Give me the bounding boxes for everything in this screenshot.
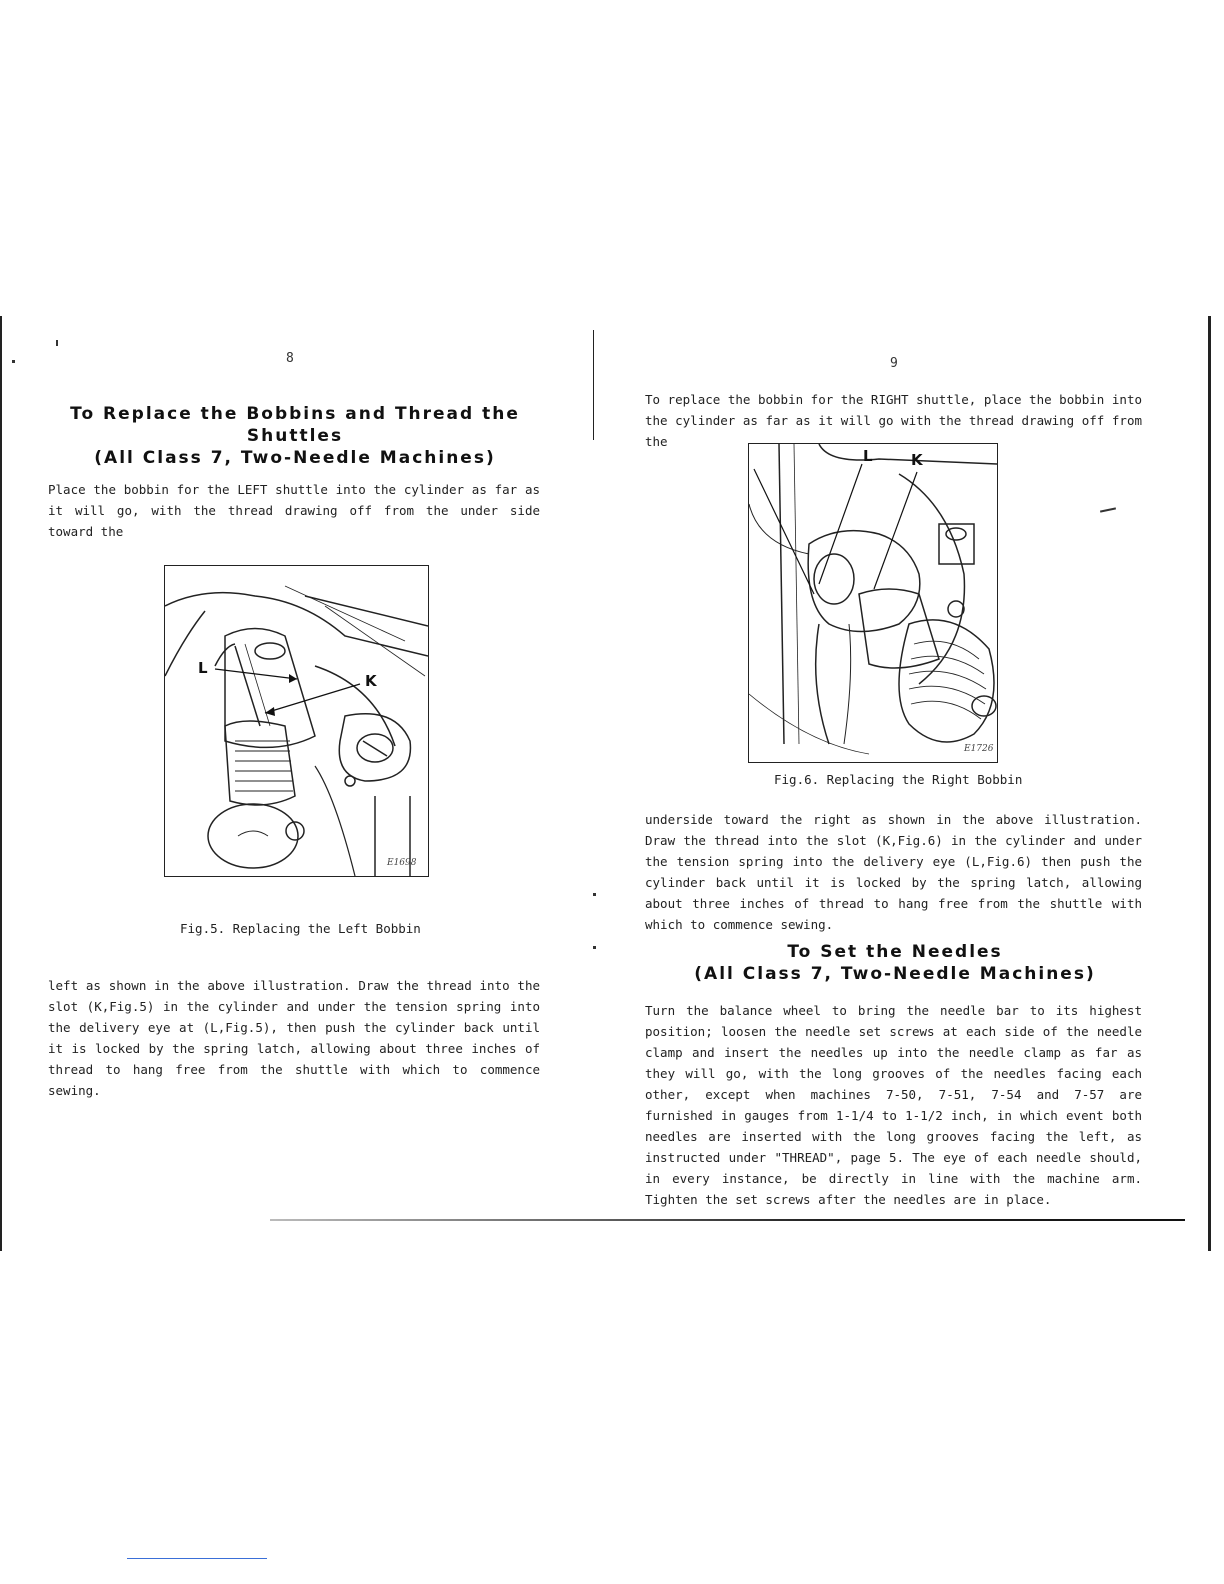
page-gutter-line — [593, 330, 594, 440]
scan-bottom-rule — [270, 1219, 1185, 1221]
right-para2: underside toward the right as shown in the above illustration. Draw the thread into the slot (K,Fig.6) in the cylinder and under the tension spring into the delivery eye (L,Fig.6) then push the cylinder back until it is locked by the spring latch, allowing about three inches of thread to hang free from the shuttle with which to commence sewing. — [645, 812, 1142, 932]
left-heading — [30, 403, 560, 469]
fig6-drawing — [749, 444, 997, 762]
fig6-caption: Fig.6. Replacing the Right Bobbin — [774, 772, 1023, 787]
left-para2: left as shown in the above illustration. Draw the thread into the slot (K,Fig.5) in the cylinder and under the tension spring into the delivery eye at (L,Fig.5), then push the cylinder back until it is locked by the spring latch, allowing about three inches of thread to hang free from the shuttle with which to commence sewing. — [48, 978, 540, 1098]
right-heading-line1: To Set the Needles — [787, 942, 1003, 962]
scan-speck — [593, 893, 596, 896]
scan-speck — [593, 946, 596, 949]
scan-right-edge — [1208, 316, 1211, 1251]
scan-speck — [12, 360, 15, 363]
bottom-blue-line — [127, 1558, 267, 1559]
scan-left-edge — [0, 316, 2, 1251]
fig5-label-k: K — [365, 672, 377, 690]
right-heading — [630, 941, 1160, 985]
right-para3: Turn the balance wheel to bring the needle bar to its highest position; loosen the needle set screws at each side of the needle clamp and insert the needles up into the needle clamp as far as they will go, with the long grooves of the needles facing each other, except when machines 7-50, 7-51, 7-54 and 7-57 are furnished in gauges from 1-1/4 to 1-1/2 inch, in which event both needles are inserted with the long grooves facing the left, as instructed under "THREAD", page 5. The eye of each needle should, in every instance, be directly in line with the machine arm. Tighten the set screws after the needles are in place. — [645, 1003, 1142, 1207]
right-para1: To replace the bobbin for the RIGHT shuttle, place the bobbin into the cylinder as far as it will go with the thread drawing off from the — [645, 392, 1142, 449]
fig6-label-l: L — [863, 447, 873, 465]
fig5-drawing — [165, 566, 428, 876]
fig5-illustration — [164, 565, 429, 877]
left-para1: Place the bobbin for the LEFT shuttle into the cylinder as far as it will go, with the thread drawing off from the under side toward the — [48, 482, 540, 539]
left-page-number: 8 — [286, 351, 294, 366]
left-heading-line2: (All Class 7, Two-Needle Machines) — [94, 448, 496, 468]
fig6-label-k: K — [911, 451, 923, 469]
right-heading-line2: (All Class 7, Two-Needle Machines) — [694, 964, 1096, 984]
fig5-caption: Fig.5. Replacing the Left Bobbin — [180, 921, 421, 936]
left-heading-line1: To Replace the Bobbins and Thread the Shuttles — [70, 404, 520, 446]
fig6-illustration — [748, 443, 998, 763]
right-page-number: 9 — [890, 356, 898, 371]
fig6-code: E1726 — [964, 744, 994, 754]
fig5-code: E1698 — [387, 858, 417, 868]
fig5-label-l: L — [198, 659, 208, 677]
scan-speck — [56, 340, 58, 346]
scan-dash — [1100, 507, 1116, 512]
